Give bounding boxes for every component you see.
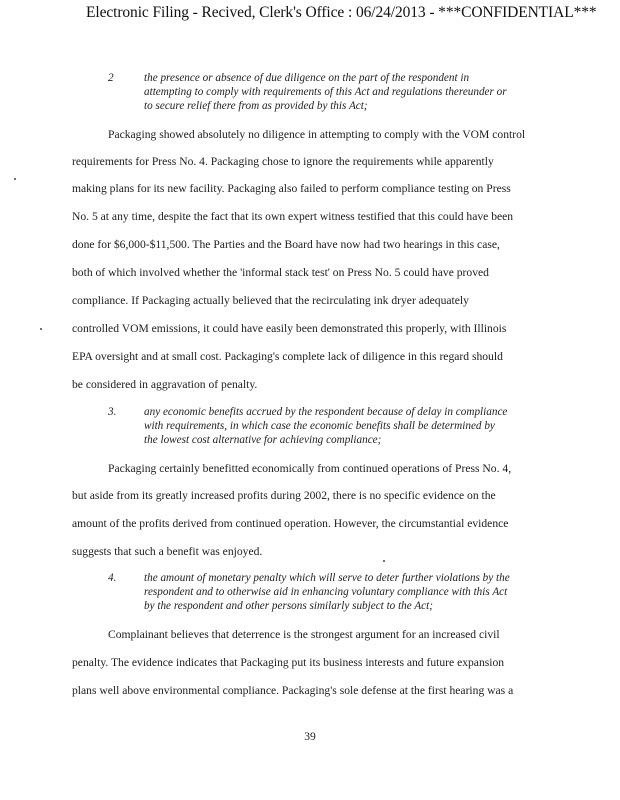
paragraph-line: compliance. If Packaging actually believed that the recirculating ink dryer adequately bbox=[72, 294, 469, 307]
criterion-text: to secure relief there from as provided by this Act; bbox=[144, 100, 368, 112]
scan-speck bbox=[383, 560, 385, 562]
paragraph-line: done for $6,000-$11,500. The Parties and the Board have now had two hearings in this case, bbox=[72, 238, 500, 251]
paragraph-line: suggests that such a benefit was enjoyed. bbox=[72, 545, 263, 558]
paragraph-line: both of which involved whether the 'informal stack test' on Press No. 5 could have proved bbox=[72, 266, 489, 279]
page-number: 39 bbox=[304, 730, 316, 743]
scan-speck bbox=[40, 328, 42, 330]
criterion-number: 2 bbox=[108, 72, 114, 84]
paragraph-line: making plans for its new facility. Packaging also failed to perform compliance testing on Press bbox=[72, 182, 511, 195]
paragraph-line: but aside from its greatly increased profits during 2002, there is no specific evidence on the bbox=[72, 489, 496, 502]
criterion-number: 3. bbox=[108, 406, 117, 418]
criterion-number: 4. bbox=[108, 572, 117, 584]
criterion-text: the presence or absence of due diligence on the part of the respondent in bbox=[144, 72, 470, 84]
paragraph-line: Packaging showed absolutely no diligence in attempting to comply with the VOM control bbox=[108, 128, 526, 141]
paragraph-line: penalty. The evidence indicates that Packaging put its business interests and future expansion bbox=[72, 656, 505, 669]
paragraph-line: controlled VOM emissions, it could have easily been demonstrated this properly, with Illinois bbox=[72, 322, 507, 335]
paragraph-line: requirements for Press No. 4. Packaging chose to ignore the requirements while apparently bbox=[72, 155, 494, 168]
criterion-text: respondent and to otherwise aid in enhancing voluntary compliance with this Act bbox=[144, 586, 508, 598]
paragraph-line: Packaging certainly benefitted economically from continued operations of Press No. 4, bbox=[108, 462, 512, 475]
paragraph-line: No. 5 at any time, despite the fact that its own expert witness testified that this could have been bbox=[72, 210, 514, 223]
paragraph-line: be considered in aggravation of penalty. bbox=[72, 378, 258, 391]
criterion-text: by the respondent and other persons similarly subject to the Act; bbox=[144, 600, 433, 612]
paragraph-line: EPA oversight and at small cost. Packaging's complete lack of diligence in this regard should bbox=[72, 350, 503, 363]
filing-stamp-header: Electronic Filing - Recived, Clerk's Office : 06/24/2013 - ***CONFIDENTIAL*** bbox=[86, 4, 597, 21]
criterion-text: any economic benefits accrued by the respondent because of delay in compliance bbox=[144, 406, 508, 418]
paragraph-line: amount of the profits derived from continued operation. However, the circumstantial evidence bbox=[72, 517, 509, 530]
paragraph-line: plans well above environmental compliance. Packaging's sole defense at the first hearing was a bbox=[72, 684, 514, 697]
criterion-text: the amount of monetary penalty which will serve to deter further violations by the bbox=[144, 572, 510, 584]
criterion-text: attempting to comply with requirements of this Act and regulations thereunder or bbox=[144, 86, 507, 98]
criterion-text: the lowest cost alternative for achieving compliance; bbox=[144, 434, 382, 446]
scan-speck bbox=[14, 178, 16, 180]
criterion-text: with requirements, in which case the economic benefits shall be determined by bbox=[144, 420, 495, 432]
paragraph-line: Complainant believes that deterrence is the strongest argument for an increased civil bbox=[108, 628, 500, 641]
